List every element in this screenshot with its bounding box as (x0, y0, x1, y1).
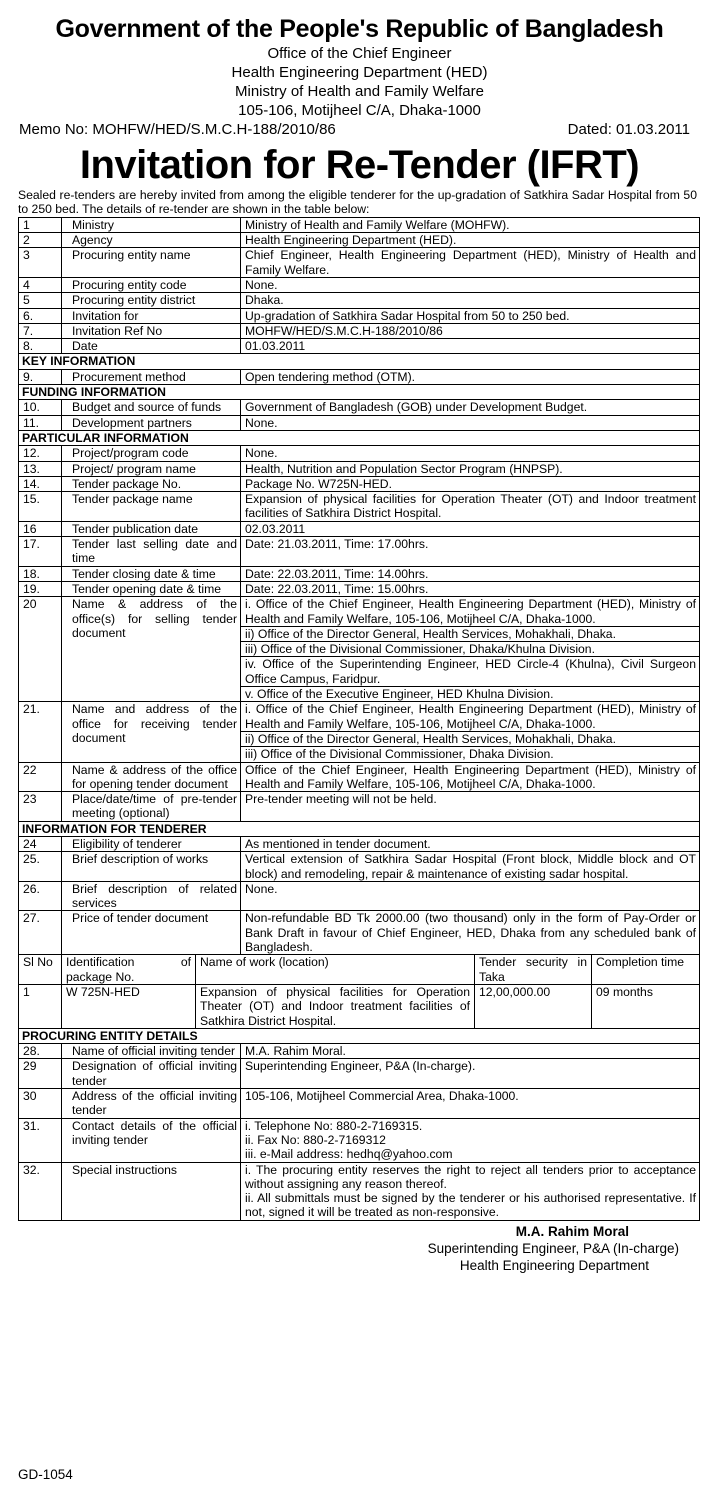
row-value (241, 446, 700, 461)
notice-title: Invitation for Re-Tender (IFRT) (79, 143, 640, 187)
row-value-line: Up-gradation of Satkhira Sadar Hospital from 50 to 250 bed. (245, 308, 570, 323)
row-label: Designation of official inviting tender (62, 1059, 241, 1089)
row-number: 29 (19, 1059, 62, 1089)
tender-details-table (18, 217, 700, 956)
gd-code: GD-1054 (18, 1467, 73, 1482)
signature-block (0, 1223, 719, 1274)
table-row (19, 217, 700, 232)
row-label: Tender opening date & time (62, 581, 241, 596)
section-information-for-tenderer: INFORMATION FOR TENDERER (19, 821, 700, 836)
row-value (241, 581, 700, 596)
address-line: 105-106, Motijheel C/A, Dhaka-1000 (238, 102, 481, 119)
row-value (241, 476, 700, 491)
row-label: Ministry (62, 217, 241, 232)
row-label: Development partners (62, 415, 241, 430)
office-line: Office of the Chief Engineer (267, 45, 452, 62)
row-value-line: MOHFW/HED/S.M.C.H-188/2010/86 (245, 323, 443, 338)
row-label: Brief description of works (62, 852, 241, 882)
row-label: Procurement method (62, 369, 241, 384)
row-value-line: i. The procuring entity reserves the right to reject all tenders prior to acceptance without assigning any reason thereof. ii. All submittals must be signed by the tenderer or his authorised representative. If not, signed it will be treated as non-responsive. (245, 1162, 696, 1220)
section-procuring-entity-details: PROCURING ENTITY DETAILS (19, 1029, 700, 1044)
row-value (241, 537, 700, 567)
row-value (241, 293, 700, 308)
row-number: 16 (19, 521, 62, 536)
row-label: Procuring entity name (62, 248, 241, 278)
row-value-line: iv. Office of the Superintending Engineer, HED Circle-4 (Khulna), Civil Surgeon Office Campus, Faridpur. (241, 656, 699, 686)
table-row (19, 1059, 700, 1089)
row-value (241, 1089, 700, 1119)
table-row (19, 1044, 700, 1059)
row-value (241, 836, 700, 851)
table-row (19, 339, 700, 354)
row-value (241, 1162, 700, 1220)
row-number: 15. (19, 492, 62, 522)
row-label: Date (62, 339, 241, 354)
row-value (241, 852, 700, 882)
row-value (241, 881, 700, 911)
row-number: 13. (19, 461, 62, 476)
row-number: 25. (19, 852, 62, 882)
row-label: Eligibility of tenderer (62, 836, 241, 851)
row-value (241, 911, 700, 955)
row-value (241, 792, 700, 822)
section-funding-information: FUNDING INFORMATION (19, 385, 700, 400)
row-label: Brief description of related services (62, 881, 241, 911)
row-value (241, 233, 700, 248)
row-label: Name & address of the office for opening tender document (62, 762, 241, 792)
memo-date: Dated: 01.03.2011 (567, 121, 690, 138)
row-number: 6. (19, 308, 62, 323)
row-value-line: Date: 22.03.2011, Time: 14.00hrs. (245, 566, 429, 581)
signatory-designation: Superintending Engineer, P&A (In-charge) (427, 1240, 679, 1256)
row-label: Name of official inviting tender (62, 1044, 241, 1059)
table-row (19, 308, 700, 323)
memo-number: Memo No: MOHFW/HED/S.M.C.H-188/2010/86 (19, 121, 336, 138)
table-row (19, 369, 700, 384)
table-row (19, 1089, 700, 1119)
row-number: 32. (19, 1162, 62, 1220)
memo-row (0, 120, 719, 140)
row-number: 5 (19, 293, 62, 308)
row-value-line: 02.03.2011 (245, 521, 306, 536)
row-value (241, 308, 700, 323)
row-value-line: Superintending Engineer, P&A (In-charge). (245, 1059, 476, 1074)
row-value-line: ii) Office of the Director General, Health Services, Mohakhali, Dhaka. (241, 626, 699, 641)
row-value-line: v. Office of the Executive Engineer, HED Khulna Division. (241, 686, 699, 701)
row-value (241, 415, 700, 430)
table-row (19, 702, 700, 762)
row-value-line: i. Office of the Chief Engineer, Health Engineering Department (HED), Ministry of Health and Family Welfare, 105-106, Motijheel C/A, Dhaka-1000. (245, 597, 696, 626)
row-value-line: 105-106, Motijheel Commercial Area, Dhaka-1000. (245, 1089, 519, 1104)
intro-paragraph: Sealed re-tenders are hereby invited from among the eligible tenderer for the up-gradation of Satkhira Sadar Hospital from 50 to 250 bed. The details of re-tender are shown in the table below: (18, 188, 697, 217)
row-value-line: iii) Office of the Divisional Commissioner, Dhaka Division. (241, 746, 699, 761)
row-value (241, 217, 700, 232)
row-label: Address of the official inviting tender (62, 1089, 241, 1119)
package-security: 12,00,000.00 (475, 984, 592, 1028)
row-number: 22 (19, 762, 62, 792)
row-value (241, 400, 700, 415)
tender-notice (0, 14, 719, 1488)
row-number: 23 (19, 792, 62, 822)
table-row (19, 248, 700, 278)
row-number: 26. (19, 881, 62, 911)
section-key-information: KEY INFORMATION (19, 354, 700, 369)
row-label: Place/date/time of pre-tender meeting (optional) (62, 792, 241, 822)
row-label: Tender package name (62, 492, 241, 522)
procuring-entity-table (18, 1029, 700, 1221)
row-value-line: i. Office of the Chief Engineer, Health Engineering Department (HED), Ministry of Health and Family Welfare, 105-106, Motijheel C/A, Dhaka-1000. (245, 702, 696, 731)
row-label: Agency (62, 233, 241, 248)
row-number: 7. (19, 323, 62, 338)
table-row (19, 597, 700, 702)
row-value-line: Open tendering method (OTM). (245, 369, 416, 384)
row-number: 10. (19, 400, 62, 415)
row-number: 27. (19, 911, 62, 955)
row-value (241, 369, 700, 384)
row-label: Tender package No. (62, 476, 241, 491)
table-row (19, 581, 700, 596)
row-value (241, 1118, 700, 1162)
row-value-line: Date: 21.03.2011, Time: 17.00hrs. (245, 537, 429, 552)
row-value-line: Ministry of Health and Family Welfare (MOHFW). (245, 217, 510, 232)
table-row (19, 293, 700, 308)
row-value-line: Vertical extension of Satkhira Sadar Hospital (Front block, Middle block and OT block) and remodeling, repair & maintenance of existing sadar hospital. (245, 852, 696, 881)
package-sl: 1 (19, 984, 62, 1028)
package-col-sl: Sl No (19, 955, 62, 984)
row-value-line: Chief Engineer, Health Engineering Department (HED), Ministry of Health and Family Welfare. (245, 248, 696, 277)
government-heading: Government of the People's Republic of Bangladesh (55, 15, 664, 43)
row-number: 24 (19, 836, 62, 851)
table-row (19, 278, 700, 293)
row-value (241, 762, 700, 792)
row-value-line: i. Telephone No: 880-2-7169315. ii. Fax No: 880-2-7169312 iii. e-Mail address: hedhq@yahoo.com (245, 1118, 453, 1162)
row-value-line: Expansion of physical facilities for Operation Theater (OT) and Indoor treatment facilities of Satkhira District Hospital. (245, 492, 696, 521)
row-value-line: Dhaka. (245, 293, 284, 308)
table-row (19, 1118, 700, 1162)
row-number: 17. (19, 537, 62, 567)
row-label: Project/ program name (62, 461, 241, 476)
table-row (19, 323, 700, 338)
row-value (241, 521, 700, 536)
table-row (19, 852, 700, 882)
row-value-line: As mentioned in tender document. (245, 836, 431, 851)
row-number: 1 (19, 217, 62, 232)
table-row (19, 461, 700, 476)
row-label: Procuring entity code (62, 278, 241, 293)
table-row (19, 911, 700, 955)
table-row (19, 537, 700, 567)
row-value (241, 323, 700, 338)
table-row (19, 1162, 700, 1220)
row-number: 14. (19, 476, 62, 491)
row-value (241, 1059, 700, 1089)
table-row (19, 792, 700, 822)
row-value (241, 278, 700, 293)
row-value (241, 248, 700, 278)
table-row (19, 762, 700, 792)
ministry-line: Ministry of Health and Family Welfare (235, 83, 484, 100)
row-value-line: Government of Bangladesh (GOB) under Development Budget. (245, 400, 588, 415)
row-value-line: Date: 22.03.2011, Time: 15.00hrs. (245, 581, 429, 596)
row-value-line: Package No. W725N-HED. (245, 476, 392, 491)
row-number: 12. (19, 446, 62, 461)
table-row (19, 881, 700, 911)
row-label: Budget and source of funds (62, 400, 241, 415)
row-value-line: ii) Office of the Director General, Health Services, Mohakhali, Dhaka. (241, 731, 699, 746)
row-label: Project/program code (62, 446, 241, 461)
row-label: Procuring entity district (62, 293, 241, 308)
package-table (18, 955, 700, 1028)
row-number: 28. (19, 1044, 62, 1059)
row-label: Invitation for (62, 308, 241, 323)
row-value-line: iii) Office of the Divisional Commissioner, Dhaka/Khulna Division. (241, 641, 699, 656)
row-number: 18. (19, 566, 62, 581)
row-value-line: M.A. Rahim Moral. (245, 1044, 346, 1059)
table-row (19, 836, 700, 851)
package-row (19, 984, 700, 1028)
signatory-name: M.A. Rahim Moral (515, 1223, 629, 1239)
signatory-department: Health Engineering Department (459, 1257, 649, 1273)
row-label: Special instructions (62, 1162, 241, 1220)
row-number: 4 (19, 278, 62, 293)
row-value (241, 702, 700, 762)
row-label: Contact details of the official inviting tender (62, 1118, 241, 1162)
letterhead (0, 14, 719, 120)
row-number: 3 (19, 248, 62, 278)
table-row (19, 415, 700, 430)
table-row (19, 233, 700, 248)
row-number: 9. (19, 369, 62, 384)
package-id: W 725N-HED (62, 984, 196, 1028)
row-label: Tender last selling date and time (62, 537, 241, 567)
row-value-line: None. (245, 881, 278, 896)
row-value-line: None. (245, 278, 278, 292)
row-label: Name and address of the office for receiving tender document (62, 702, 241, 762)
table-row (19, 446, 700, 461)
row-number: 20 (19, 597, 62, 702)
package-col-identification: Identification of package No. (62, 955, 196, 984)
row-label: Invitation Ref No (62, 323, 241, 338)
row-value (241, 597, 700, 702)
row-value (241, 461, 700, 476)
row-label: Price of tender document (62, 911, 241, 955)
row-number: 8. (19, 339, 62, 354)
row-number: 11. (19, 415, 62, 430)
package-col-security: Tender security in Taka (475, 955, 592, 984)
row-value-line: None. (245, 446, 278, 461)
row-value (241, 339, 700, 354)
row-value (241, 492, 700, 522)
table-row (19, 521, 700, 536)
table-row (19, 492, 700, 522)
section-particular-information: PARTICULAR INFORMATION (19, 430, 700, 445)
row-value-line: Health Engineering Department (HED). (245, 233, 457, 248)
row-value-line: Office of the Chief Engineer, Health Engineering Department (HED), Ministry of Health and Family Welfare, 105-106, Motijheel C/A, Dhaka-1000. (245, 762, 696, 791)
row-number: 30 (19, 1089, 62, 1119)
row-label: Name & address of the office(s) for selling tender document (62, 597, 241, 702)
row-number: 2 (19, 233, 62, 248)
package-header-row (19, 955, 700, 984)
table-row (19, 400, 700, 415)
department-line: Health Engineering Department (HED) (231, 64, 488, 81)
row-number: 19. (19, 581, 62, 596)
package-completion: 09 months (592, 984, 700, 1028)
row-label: Tender publication date (62, 521, 241, 536)
row-number: 21. (19, 702, 62, 762)
row-value (241, 566, 700, 581)
package-col-completion: Completion time (592, 955, 700, 984)
row-label: Tender closing date & time (62, 566, 241, 581)
package-work-name: Expansion of physical facilities for Operation Theater (OT) and Indoor treatment facilities of Satkhira District Hospital. (196, 984, 475, 1028)
row-number: 31. (19, 1118, 62, 1162)
table-row (19, 476, 700, 491)
row-value (241, 1044, 700, 1059)
package-col-name: Name of work (location) (196, 955, 475, 984)
row-value-line: Health, Nutrition and Population Sector Program (HNPSP). (245, 461, 563, 476)
table-row (19, 566, 700, 581)
row-value-line: Non-refundable BD Tk 2000.00 (two thousand) only in the form of Pay-Order or Bank Draft in favour of Chief Engineer, HED, Dhaka from any scheduled bank of Bangladesh. (245, 911, 696, 955)
row-value-line: 01.03.2011 (245, 339, 306, 354)
row-value-line: Pre-tender meeting will not be held. (245, 792, 437, 807)
row-value-line: None. (245, 415, 278, 430)
